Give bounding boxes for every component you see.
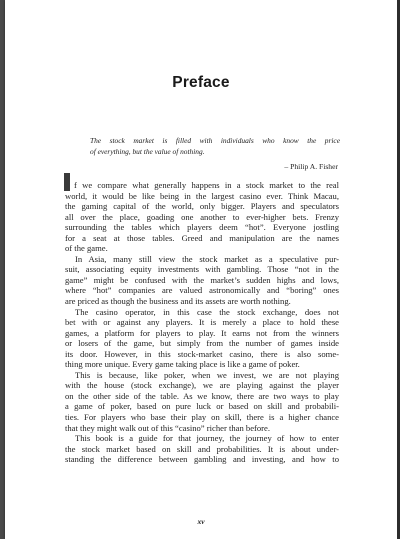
body-line: This book is a guide for that journey, the journey of how to enter: [75, 433, 339, 444]
epigraph-attribution: – Philip A. Fisher: [284, 162, 338, 171]
body-line: game” might be confused with the market’s sudden highs and lows,: [65, 274, 339, 285]
document-page: [5, 0, 397, 539]
page-number: xv: [197, 517, 205, 526]
body-line: The casino operator, in this case the stock exchange, does not: [75, 306, 339, 317]
body-line: bet with or against any players. It is merely a place to hold these: [65, 317, 339, 328]
body-line: This is because, like poker, when we invest, we are not playing: [75, 369, 339, 380]
body-line: the stock market based on skill and probabilities. It is about under-: [65, 443, 339, 454]
body-line: of the game.: [65, 243, 108, 254]
epigraph-line: of everything, but the value of nothing.: [90, 146, 205, 156]
body-line: the gaming capital of the world, only bigger. Players and speculators: [65, 201, 339, 212]
body-line: all over the place, goading one another to ever-higher bets. Frenzy: [65, 211, 339, 222]
page-title: Preface: [172, 74, 230, 91]
body-line: world, it would be like being in the largest casino ever. Think Macau,: [65, 190, 339, 201]
body-line: suit, associating equity investments with gambling. Those “not in the: [65, 264, 339, 275]
body-line: standing the difference between gambling and investing, and how to: [65, 454, 339, 465]
body-line: f we compare what generally happens in a stock market to the real: [74, 180, 339, 190]
body-line: thing more unique. Every game taking place is like a game of poker.: [65, 359, 300, 370]
body-line: surrounding the tables which players deem “hot”. Everyone jostling: [65, 222, 339, 233]
epigraph-line: The stock market is filled with individuals who know the price: [90, 136, 340, 145]
body-line: for a seat at those tables. Greed and manipulation are the names: [65, 232, 339, 243]
body-line: that they might walk out of this “casino” richer than before.: [65, 422, 270, 433]
body-line: on the other side of the table. As we know, there are two ways to play: [65, 390, 339, 401]
epigraph-quote: [90, 136, 340, 157]
body-line: with the house (stock exchange), we are playing against the player: [65, 380, 339, 391]
body-line: a game of poker, based on pure luck or based on skill and probabili-: [65, 401, 339, 412]
body-text: [65, 180, 339, 465]
body-line: are priced as though the business and its assets are worth nothing.: [65, 296, 291, 307]
body-line: games, a platform for players to play. It earns not from the winners: [65, 327, 339, 338]
body-line: ties. For players who base their play on skill, there is a higher chance: [65, 412, 339, 423]
body-line: or losers of the game, but simply from the number of games inside: [65, 338, 339, 349]
body-line: its door. However, in this stock-market casino, there is also some-: [65, 348, 339, 359]
body-line: In Asia, many still view the stock market as a speculative pur-: [75, 253, 339, 264]
body-line: where “hot” companies are valued astronomically and “boring” ones: [65, 285, 339, 296]
